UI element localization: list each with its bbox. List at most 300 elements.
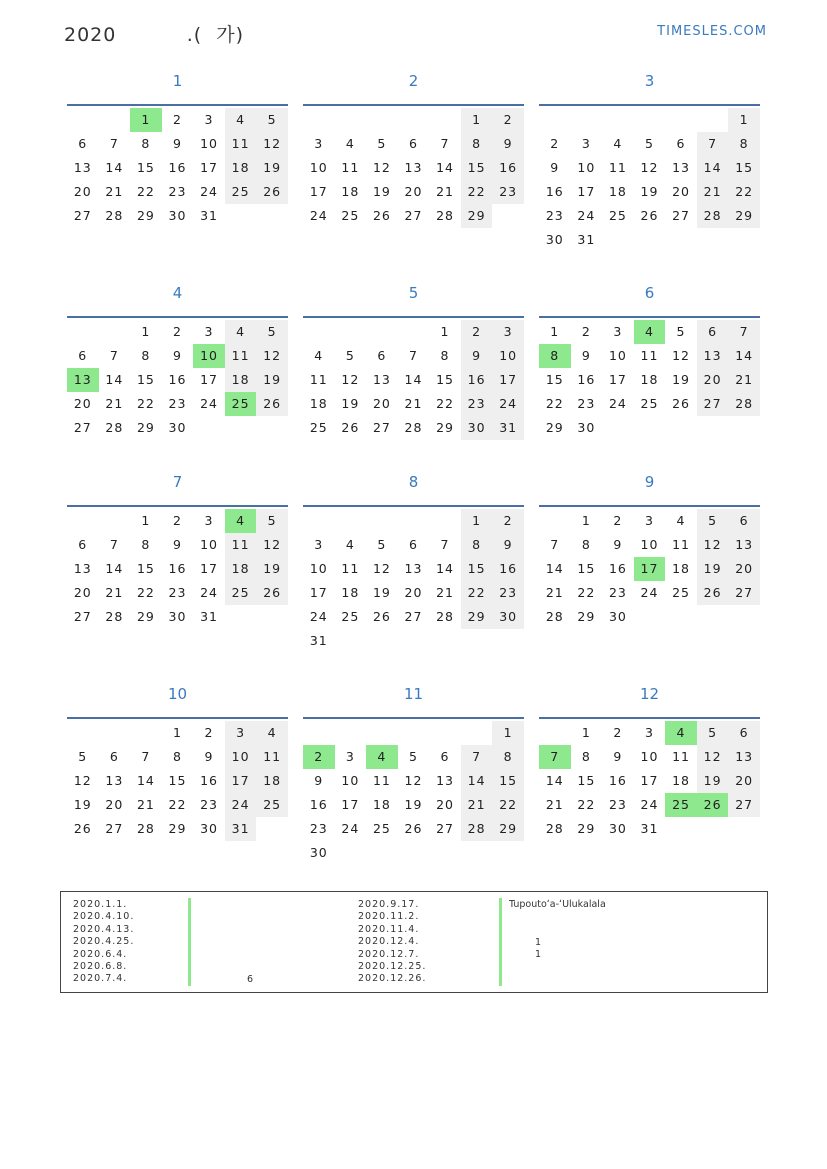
- day-cell: 9: [314, 773, 324, 788]
- day-cell: 17: [640, 773, 659, 788]
- day-cell: 19: [372, 585, 391, 600]
- empty-day-cell: [461, 629, 493, 653]
- day-cell: 26: [256, 180, 288, 204]
- day-cell: 20: [672, 184, 690, 199]
- day-cell: 15: [728, 156, 760, 180]
- day-cell: 31: [492, 416, 524, 440]
- empty-day-cell: [398, 108, 430, 132]
- day-cell: 29: [492, 817, 524, 841]
- day-cell: 28: [545, 821, 564, 836]
- day-cell: 17: [309, 585, 328, 600]
- day-cell: 10: [492, 344, 524, 368]
- empty-day-cell: [193, 416, 225, 440]
- day-cell: 19: [640, 184, 659, 199]
- day-cell: 2: [461, 320, 493, 344]
- empty-day-cell: [492, 841, 524, 865]
- day-cell: 15: [461, 557, 493, 581]
- day-cell: 7: [697, 132, 729, 156]
- week-row: [303, 509, 524, 533]
- holiday-date: 2020.4.10.: [73, 911, 135, 923]
- day-cell: 18: [640, 372, 659, 387]
- day-cell: 27: [73, 208, 92, 223]
- day-cell: 29: [461, 204, 493, 228]
- empty-day-cell: [225, 605, 257, 629]
- day-cell: 26: [697, 793, 729, 817]
- holiday-date: 2020.7.4.: [73, 973, 128, 985]
- month-title: 12: [639, 685, 660, 703]
- day-cell: 3: [204, 112, 214, 127]
- day-cell: 29: [136, 609, 155, 624]
- site-logo[interactable]: TIMESLES.COM: [657, 24, 767, 39]
- day-cell: 10: [200, 136, 218, 151]
- week-row: [539, 132, 760, 156]
- week-row: [539, 228, 760, 252]
- day-cell: 5: [256, 509, 288, 533]
- week-row: [67, 320, 288, 344]
- month-6: [539, 278, 760, 440]
- day-cell: 23: [168, 184, 187, 199]
- week-row: [303, 204, 524, 228]
- empty-day-cell: [130, 721, 162, 745]
- holiday-date: 2020.9.17.: [358, 899, 420, 910]
- week-row: [539, 180, 760, 204]
- day-cell: 3: [492, 320, 524, 344]
- empty-day-cell: [697, 416, 729, 440]
- empty-day-cell: [335, 841, 367, 865]
- month-1: [67, 66, 288, 228]
- day-cell: 26: [256, 392, 288, 416]
- month-title: 3: [644, 72, 655, 90]
- empty-day-cell: [366, 721, 398, 745]
- day-cell: 11: [372, 773, 391, 788]
- day-cell: 17: [309, 184, 328, 199]
- empty-day-cell: [728, 416, 760, 440]
- day-cell: 19: [256, 557, 288, 581]
- empty-day-cell: [602, 416, 634, 440]
- day-cell: 17: [577, 184, 596, 199]
- day-cell: 8: [461, 132, 493, 156]
- day-cell: 7: [539, 745, 571, 769]
- week-row: [303, 557, 524, 581]
- empty-day-cell: [665, 817, 697, 841]
- day-cell: 18: [225, 368, 257, 392]
- empty-day-cell: [256, 416, 288, 440]
- day-cell: 6: [408, 537, 418, 552]
- day-cell: 8: [461, 533, 493, 557]
- day-cell: 12: [256, 344, 288, 368]
- holiday-date: 2020.6.8.: [73, 961, 128, 973]
- day-cell: 20: [728, 769, 760, 793]
- day-cell: 10: [200, 537, 218, 552]
- empty-day-cell: [602, 228, 634, 252]
- day-cell: 23: [577, 396, 596, 411]
- day-cell: 23: [200, 797, 218, 812]
- day-cell: 29: [436, 420, 454, 435]
- day-cell: 23: [461, 392, 493, 416]
- day-cell: 21: [105, 585, 124, 600]
- month-10: [67, 679, 288, 841]
- week-row: [67, 745, 288, 769]
- holiday-date: 2020.6.4.: [73, 948, 128, 960]
- day-cell: 21: [436, 184, 454, 199]
- empty-day-cell: [728, 605, 760, 629]
- day-cell: 2: [613, 513, 623, 528]
- day-cell: 27: [73, 609, 92, 624]
- day-cell: 11: [225, 533, 257, 557]
- empty-day-cell: [67, 509, 99, 533]
- holiday-dates-left: [73, 899, 134, 986]
- day-cell: 10: [309, 561, 328, 576]
- day-cell: 22: [728, 180, 760, 204]
- month-grid: [539, 316, 760, 440]
- week-row: [303, 769, 524, 793]
- day-cell: 10: [608, 348, 627, 363]
- day-cell: 9: [550, 160, 560, 175]
- day-cell: 12: [672, 348, 690, 363]
- day-cell: 31: [640, 821, 659, 836]
- day-cell: 19: [256, 368, 288, 392]
- day-cell: 2: [613, 725, 623, 740]
- empty-day-cell: [429, 629, 461, 653]
- day-cell: 10: [577, 160, 596, 175]
- week-row: [67, 132, 288, 156]
- month-2: [303, 66, 524, 228]
- day-cell: 14: [461, 769, 493, 793]
- holiday-date: 2020.12.4.: [358, 936, 420, 948]
- day-cell: 6: [78, 136, 88, 151]
- day-cell: 18: [372, 797, 391, 812]
- day-cell: 16: [577, 372, 596, 387]
- day-cell: 16: [545, 184, 564, 199]
- day-cell: 10: [640, 537, 659, 552]
- day-cell: 22: [577, 797, 596, 812]
- empty-day-cell: [429, 108, 461, 132]
- week-row: [67, 344, 288, 368]
- empty-day-cell: [634, 605, 666, 629]
- day-cell: 11: [672, 749, 690, 764]
- day-cell: 29: [136, 208, 155, 223]
- day-cell: 23: [545, 208, 564, 223]
- month-title: 11: [403, 685, 424, 703]
- empty-day-cell: [303, 509, 335, 533]
- empty-day-cell: [602, 108, 634, 132]
- day-cell: 1: [461, 509, 493, 533]
- empty-day-cell: [634, 108, 666, 132]
- day-cell: 3: [314, 136, 324, 151]
- day-cell: 20: [73, 585, 92, 600]
- day-cell: 14: [436, 561, 454, 576]
- day-cell: 31: [577, 232, 596, 247]
- day-cell: 14: [105, 561, 124, 576]
- day-cell: 28: [136, 821, 155, 836]
- day-cell: 9: [461, 344, 493, 368]
- day-cell: 1: [440, 324, 450, 339]
- day-cell: 13: [436, 773, 454, 788]
- day-cell: 6: [728, 721, 760, 745]
- day-cell: 9: [492, 533, 524, 557]
- day-cell: 30: [200, 821, 218, 836]
- week-row: [67, 509, 288, 533]
- month-title: 5: [408, 284, 419, 302]
- day-cell: 25: [225, 180, 257, 204]
- day-cell: 23: [492, 581, 524, 605]
- empty-day-cell: [366, 320, 398, 344]
- day-cell: 7: [550, 537, 560, 552]
- day-cell: 6: [78, 348, 88, 363]
- day-cell: 5: [644, 136, 654, 151]
- holiday-date: 2020.12.26.: [358, 973, 427, 985]
- day-cell: 5: [676, 324, 686, 339]
- day-cell: 1: [172, 725, 182, 740]
- empty-day-cell: [429, 841, 461, 865]
- day-cell: 21: [404, 396, 423, 411]
- day-cell: 26: [256, 581, 288, 605]
- day-cell: 15: [577, 561, 596, 576]
- day-cell: 20: [436, 797, 454, 812]
- day-cell: 22: [136, 184, 155, 199]
- week-row: [303, 533, 524, 557]
- empty-day-cell: [728, 817, 760, 841]
- day-cell: 26: [404, 821, 423, 836]
- day-cell: 8: [539, 344, 571, 368]
- day-cell: 25: [256, 793, 288, 817]
- day-cell: 5: [697, 721, 729, 745]
- day-cell: 13: [67, 368, 99, 392]
- day-cell: 9: [204, 749, 214, 764]
- day-cell: 19: [341, 396, 360, 411]
- week-row: [67, 416, 288, 440]
- day-cell: 9: [581, 348, 591, 363]
- empty-day-cell: [571, 108, 603, 132]
- empty-day-cell: [99, 721, 131, 745]
- day-cell: 31: [225, 817, 257, 841]
- day-cell: 20: [73, 396, 92, 411]
- day-cell: 15: [136, 561, 155, 576]
- day-cell: 27: [404, 208, 423, 223]
- empty-day-cell: [665, 416, 697, 440]
- month-3: [539, 66, 760, 252]
- day-cell: 11: [256, 745, 288, 769]
- month-grid: [303, 505, 524, 653]
- week-row: [303, 132, 524, 156]
- holiday-date: 2020.4.25.: [73, 936, 135, 948]
- month-9: [539, 467, 760, 629]
- empty-day-cell: [335, 108, 367, 132]
- week-row: [539, 769, 760, 793]
- day-cell: 8: [141, 348, 151, 363]
- week-row: [67, 721, 288, 745]
- day-cell: 28: [461, 817, 493, 841]
- empty-day-cell: [665, 108, 697, 132]
- day-cell: 4: [345, 537, 355, 552]
- day-cell: 28: [728, 392, 760, 416]
- empty-day-cell: [697, 605, 729, 629]
- day-cell: 19: [672, 372, 690, 387]
- day-cell: 29: [136, 420, 155, 435]
- holiday-date: 2020.12.7.: [358, 948, 420, 960]
- day-cell: 2: [303, 745, 335, 769]
- day-cell: 31: [200, 208, 218, 223]
- day-cell: 1: [581, 725, 591, 740]
- empty-day-cell: [665, 228, 697, 252]
- day-cell: 12: [372, 160, 391, 175]
- day-cell: 4: [256, 721, 288, 745]
- day-cell: 31: [309, 633, 328, 648]
- day-cell: 11: [309, 372, 328, 387]
- day-cell: 9: [172, 348, 182, 363]
- empty-day-cell: [99, 509, 131, 533]
- day-cell: 29: [577, 821, 596, 836]
- week-row: [303, 108, 524, 132]
- day-cell: 16: [492, 156, 524, 180]
- day-cell: 23: [492, 180, 524, 204]
- week-row: [67, 368, 288, 392]
- week-row: [67, 156, 288, 180]
- day-cell: 22: [461, 581, 493, 605]
- day-cell: 17: [200, 561, 218, 576]
- holiday-note: 6: [247, 974, 254, 985]
- day-cell: 25: [672, 585, 690, 600]
- day-cell: 3: [345, 749, 355, 764]
- week-row: [539, 581, 760, 605]
- day-cell: 21: [728, 368, 760, 392]
- empty-day-cell: [492, 204, 524, 228]
- week-row: [67, 793, 288, 817]
- day-cell: 14: [545, 773, 564, 788]
- day-cell: 5: [78, 749, 88, 764]
- empty-day-cell: [303, 108, 335, 132]
- day-cell: 12: [697, 533, 729, 557]
- day-cell: 11: [225, 344, 257, 368]
- day-cell: 21: [545, 797, 564, 812]
- day-cell: 1: [130, 108, 162, 132]
- day-cell: 12: [404, 773, 423, 788]
- day-cell: 3: [644, 725, 654, 740]
- day-cell: 25: [665, 793, 697, 817]
- week-row: [67, 204, 288, 228]
- day-cell: 21: [545, 585, 564, 600]
- holiday-date: 2020.11.4.: [358, 923, 420, 935]
- holiday-marker-bar: [188, 898, 191, 986]
- day-cell: 1: [728, 108, 760, 132]
- day-cell: 28: [105, 420, 124, 435]
- month-title: 2: [408, 72, 419, 90]
- day-cell: 17: [341, 797, 360, 812]
- day-cell: 24: [577, 208, 596, 223]
- day-cell: 9: [613, 749, 623, 764]
- empty-day-cell: [366, 509, 398, 533]
- day-cell: 20: [697, 368, 729, 392]
- day-cell: 5: [377, 136, 387, 151]
- day-cell: 3: [204, 513, 214, 528]
- day-cell: 21: [105, 184, 124, 199]
- week-row: [303, 793, 524, 817]
- day-cell: 1: [141, 513, 151, 528]
- day-cell: 28: [404, 420, 423, 435]
- empty-day-cell: [256, 605, 288, 629]
- day-cell: 30: [168, 420, 187, 435]
- holiday-date: 2020.11.2.: [358, 911, 420, 923]
- day-cell: 6: [408, 136, 418, 151]
- day-cell: 4: [225, 509, 257, 533]
- empty-day-cell: [99, 108, 131, 132]
- day-cell: 17: [608, 372, 627, 387]
- day-cell: 18: [225, 557, 257, 581]
- day-cell: 20: [73, 184, 92, 199]
- day-cell: 5: [256, 320, 288, 344]
- day-cell: 11: [608, 160, 627, 175]
- month-7: [67, 467, 288, 629]
- week-row: [539, 817, 760, 841]
- day-cell: 24: [640, 797, 659, 812]
- week-row: [67, 533, 288, 557]
- month-title: 8: [408, 473, 419, 491]
- day-cell: 1: [550, 324, 560, 339]
- week-row: [67, 557, 288, 581]
- empty-day-cell: [225, 204, 257, 228]
- day-cell: 8: [440, 348, 450, 363]
- day-cell: 8: [581, 537, 591, 552]
- day-cell: 14: [136, 773, 155, 788]
- day-cell: 17: [634, 557, 666, 581]
- week-row: [303, 180, 524, 204]
- day-cell: 16: [168, 372, 187, 387]
- empty-day-cell: [256, 817, 288, 841]
- day-cell: 11: [341, 160, 360, 175]
- empty-day-cell: [461, 841, 493, 865]
- day-cell: 18: [225, 156, 257, 180]
- holiday-note: Tupoutoʻa-ʻUlukalala: [509, 899, 606, 910]
- empty-day-cell: [67, 721, 99, 745]
- day-cell: 27: [404, 609, 423, 624]
- month-grid: [303, 104, 524, 228]
- month-title: 4: [172, 284, 183, 302]
- day-cell: 12: [256, 533, 288, 557]
- day-cell: 25: [225, 392, 257, 416]
- week-row: [303, 605, 524, 629]
- day-cell: 7: [408, 348, 418, 363]
- month-grid: [303, 717, 524, 865]
- week-row: [303, 368, 524, 392]
- day-cell: 2: [492, 108, 524, 132]
- day-cell: 5: [408, 749, 418, 764]
- day-cell: 24: [200, 396, 218, 411]
- week-row: [67, 392, 288, 416]
- day-cell: 3: [314, 537, 324, 552]
- day-cell: 20: [404, 184, 423, 199]
- day-cell: 5: [345, 348, 355, 363]
- day-cell: 29: [577, 609, 596, 624]
- empty-day-cell: [398, 629, 430, 653]
- day-cell: 27: [672, 208, 690, 223]
- empty-day-cell: [303, 320, 335, 344]
- month-grid: [539, 104, 760, 252]
- week-row: [303, 344, 524, 368]
- day-cell: 4: [613, 136, 623, 151]
- day-cell: 29: [728, 204, 760, 228]
- day-cell: 24: [200, 585, 218, 600]
- day-cell: 15: [168, 773, 187, 788]
- day-cell: 5: [697, 509, 729, 533]
- day-cell: 13: [404, 561, 423, 576]
- day-cell: 18: [608, 184, 627, 199]
- month-title: 9: [644, 473, 655, 491]
- day-cell: 24: [225, 793, 257, 817]
- week-row: [539, 320, 760, 344]
- day-cell: 2: [204, 725, 214, 740]
- month-grid: [67, 104, 288, 228]
- week-row: [303, 745, 524, 769]
